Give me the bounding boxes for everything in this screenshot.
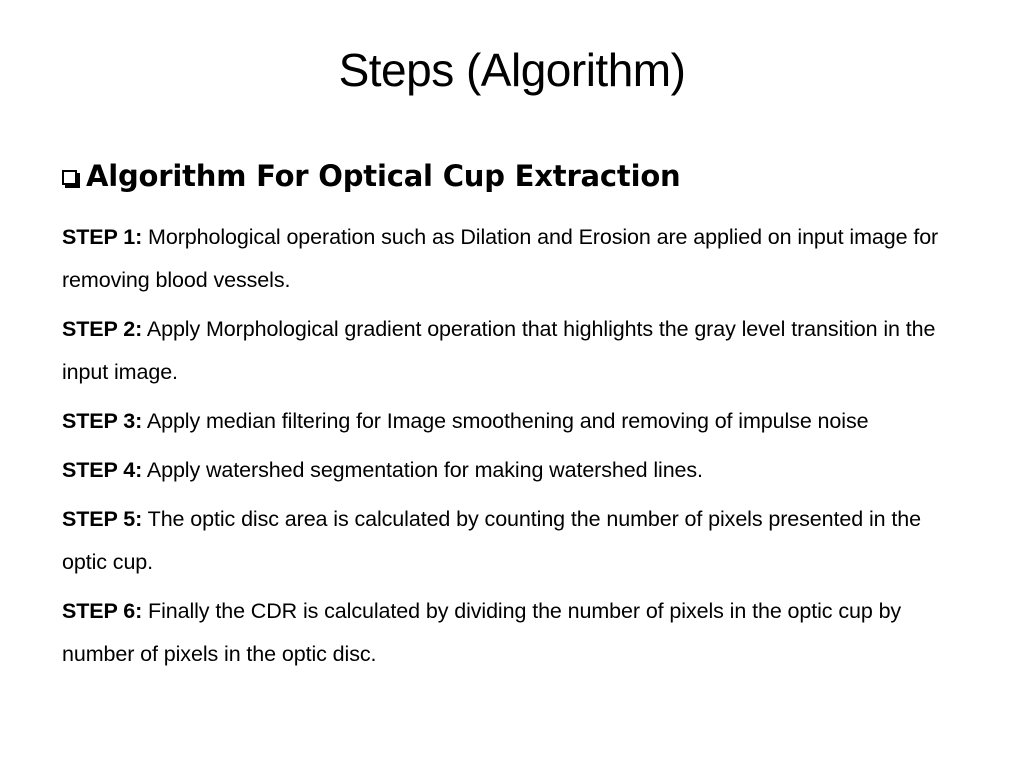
step-label: STEP 3:: [62, 409, 143, 433]
step-item-3: [62, 400, 962, 443]
section-heading-row: [62, 156, 681, 196]
step-text: Finally the CDR is calculated by dividing the number of pixels in the optic cup by number of pixels in the optic disc.: [62, 599, 902, 666]
section-heading: Algorithm For Optical Cup Extraction: [86, 159, 681, 193]
slide-title: Steps (Algorithm): [338, 44, 686, 96]
step-item-5: [62, 498, 962, 584]
checkbox-bullet-icon: [62, 170, 77, 185]
step-label: STEP 2:: [62, 317, 143, 341]
step-item-1: [62, 216, 962, 302]
steps-list: [62, 216, 962, 682]
step-text: The optic disc area is calculated by counting the number of pixels presented in the optic cup.: [62, 507, 921, 574]
step-label: STEP 5:: [62, 507, 143, 531]
step-item-6: [62, 590, 962, 676]
step-label: STEP 6:: [62, 599, 143, 623]
step-text: Apply median filtering for Image smoothening and removing of impulse noise: [146, 409, 869, 433]
step-label: STEP 1:: [62, 225, 143, 249]
step-text: Morphological operation such as Dilation and Erosion are applied on input image for removing blood vessels.: [62, 225, 939, 292]
step-item-2: [62, 308, 962, 394]
step-item-4: [62, 449, 962, 492]
step-label: STEP 4:: [62, 458, 143, 482]
step-text: Apply Morphological gradient operation that highlights the gray level transition in the input image.: [62, 317, 936, 384]
step-text: Apply watershed segmentation for making watershed lines.: [146, 458, 703, 482]
